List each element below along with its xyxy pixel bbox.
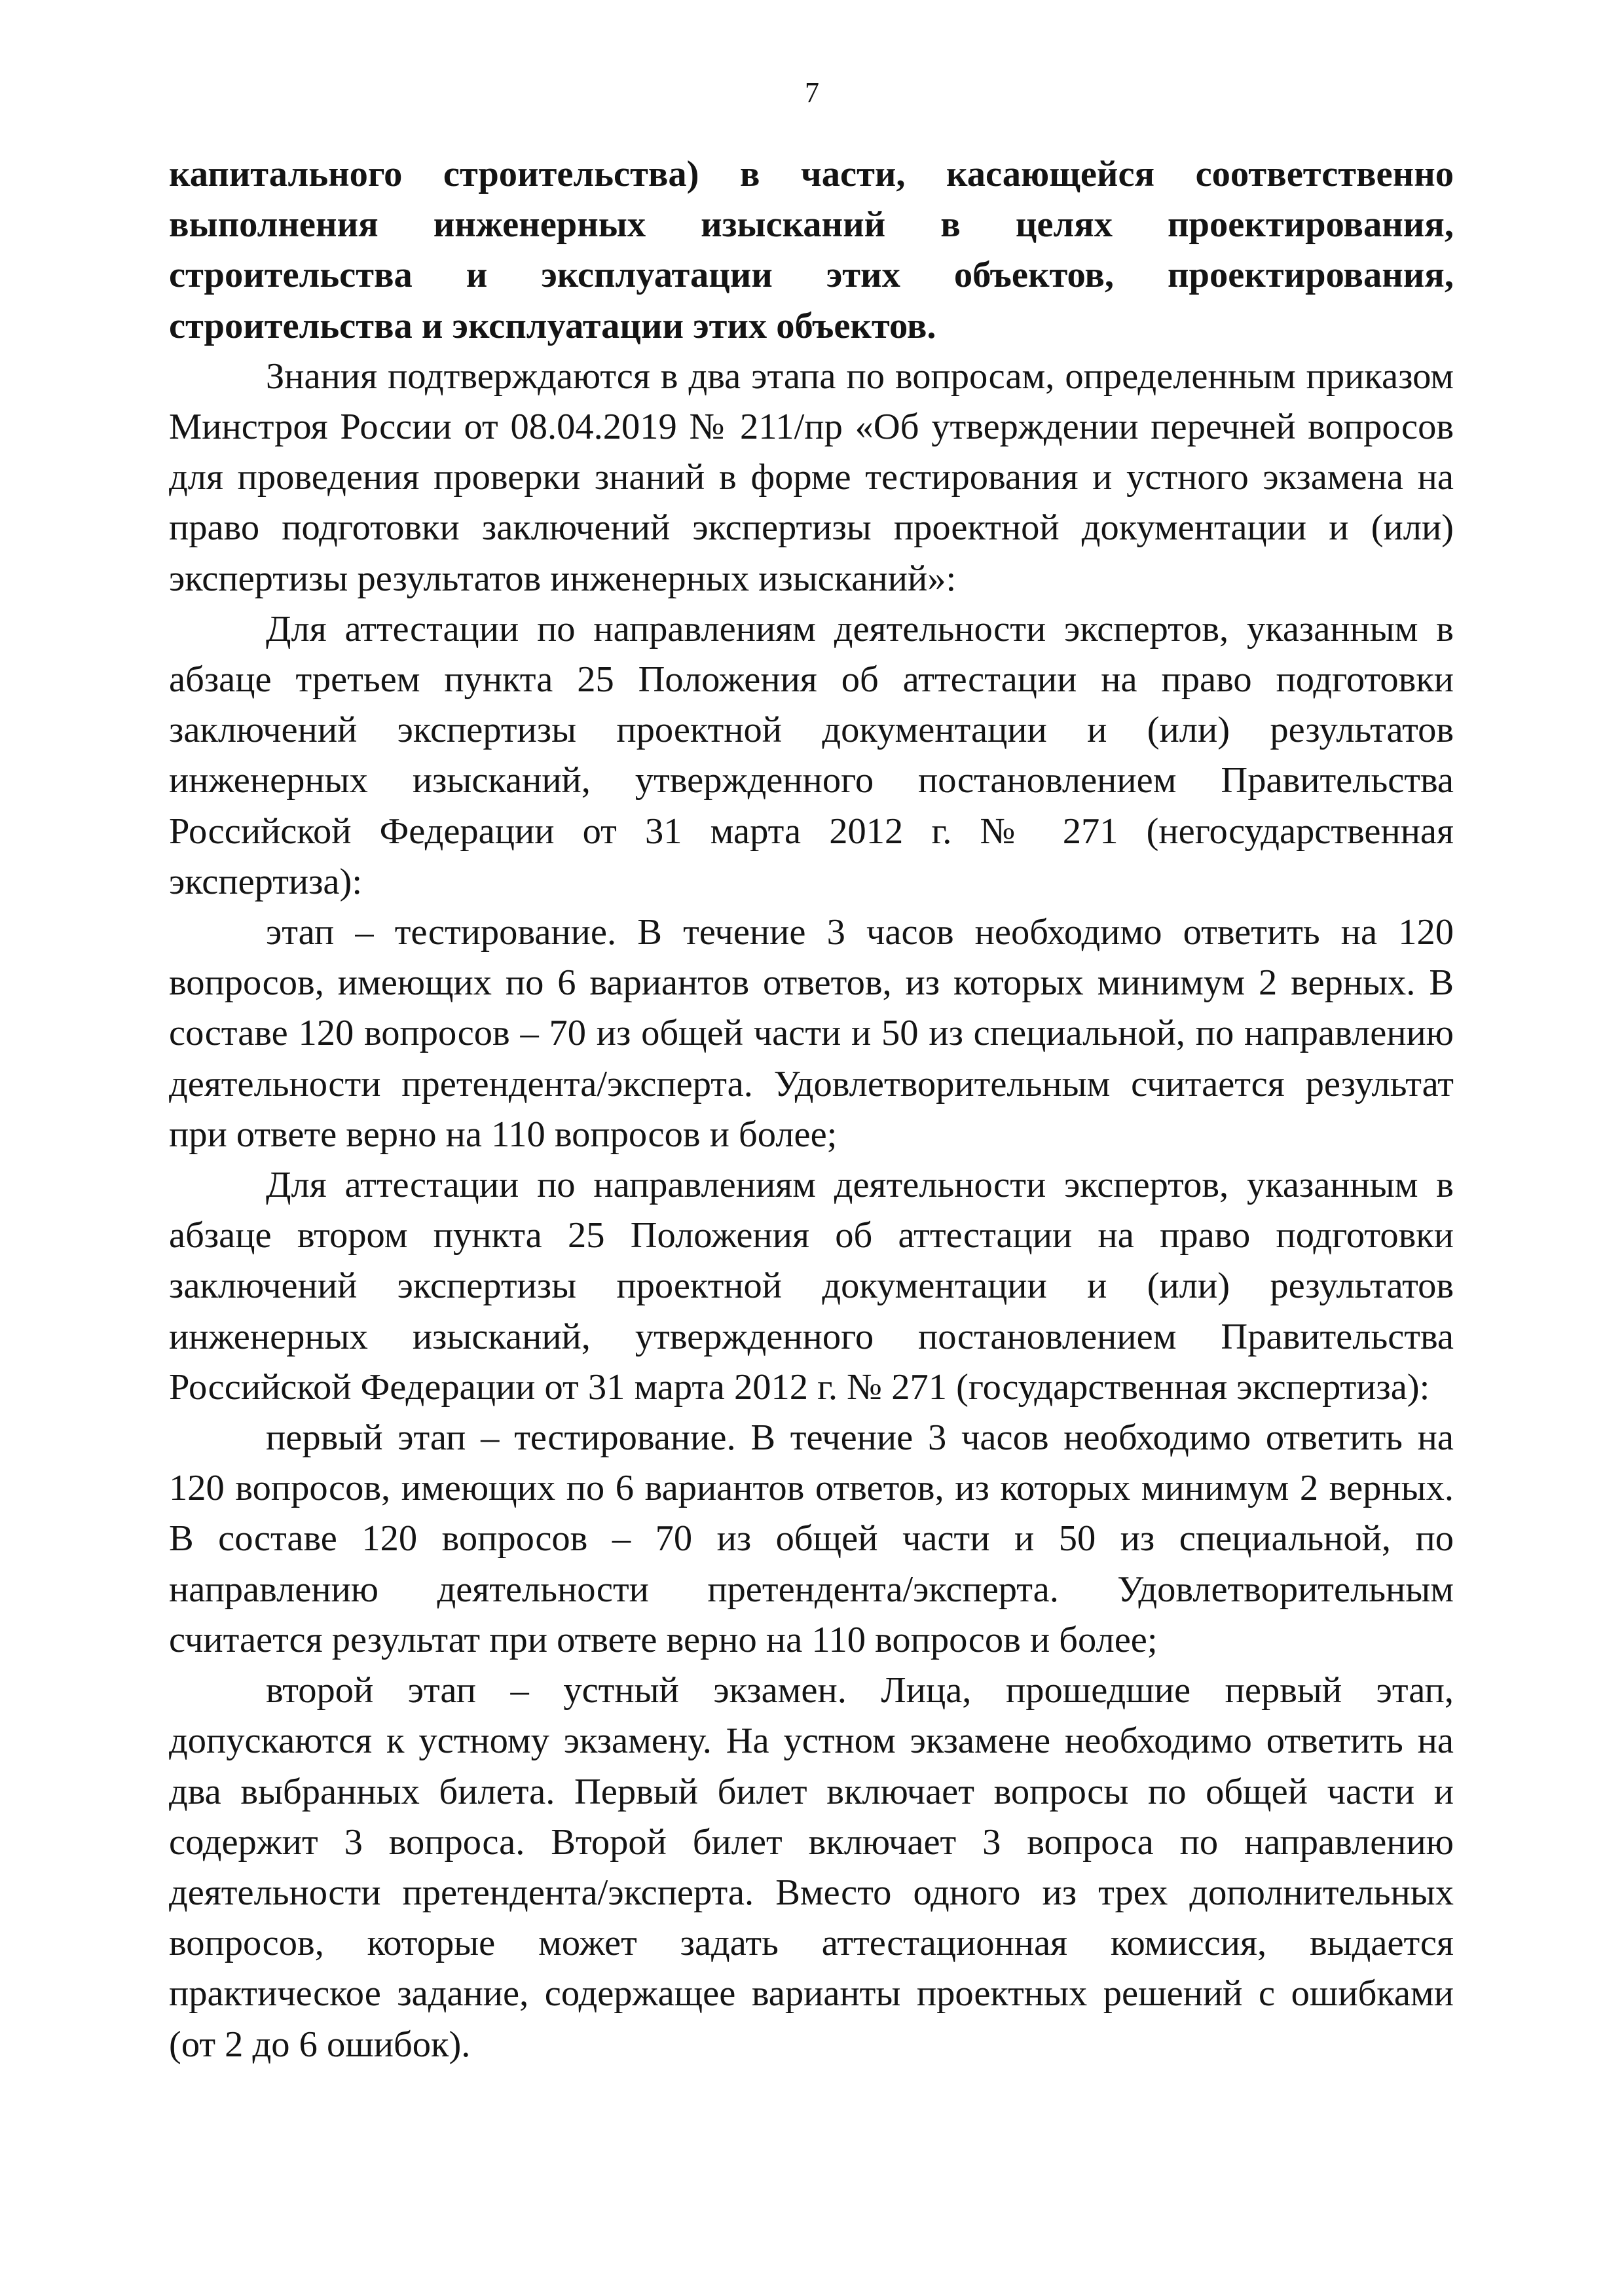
paragraph-non-state-expertise: Для аттестации по направлениям деятельности экспертов, указанным в абзаце третьем пункта 25 Положения об аттестации на право подготовки заключений экспертизы проектной документации и (или) результатов инженерных изысканий, утвержденного постановлением Правительства Российской Федерации от 31 марта 2012 г. № 271 (негосударственная экспертиза):: [169, 608, 1454, 902]
paragraph-continuation-bold: капитального строительства) в части, касающейся соответственно выполнения инженерных изысканий в целях проектирования, строительства и эксплуатации этих объектов, проектирования, строительства и эксплуатации этих объектов.: [169, 154, 1454, 346]
paragraph-knowledge-stages: Знания подтверждаются в два этапа по вопросам, определенным приказом Минстроя России от 08.04.2019 № 211/пр «Об утверждении перечней вопросов для проведения проверки знаний в форме тестирования и устного экзамена на право подготовки заключений экспертизы проектной документации и (или) экспертизы результатов инженерных изысканий»:: [169, 355, 1454, 599]
paragraph-testing-stage: этап – тестирование. В течение 3 часов необходимо ответить на 120 вопросов, имеющих по 6 вариантов ответов, из которых минимум 2 верных. В составе 120 вопросов – 70 из общей части и 50 из специальной, по направлению деятельности претендента/эксперта. Удовлетворительным считается результат при ответе верно на 110 вопросов и более;: [169, 912, 1454, 1155]
paragraph-first-stage-testing: первый этап – тестирование. В течение 3 часов необходимо ответить на 120 вопросов, имеющих по 6 вариантов ответов, из которых минимум 2 верных. В составе 120 вопросов – 70 из общей части и 50 из специальной, по направлению деятельности претендента/эксперта. Удовлетворительным считается результат при ответе верно на 110 вопросов и более;: [169, 1417, 1454, 1660]
paragraph-state-expertise: Для аттестации по направлениям деятельности экспертов, указанным в абзаце втором пункта 25 Положения об аттестации на право подготовки заключений экспертизы проектной документации и (или) результатов инженерных изысканий, утвержденного постановлением Правительства Российской Федерации от 31 марта 2012 г. № 271 (государственная экспертиза):: [169, 1165, 1454, 1408]
document-body: [169, 149, 1454, 2070]
page-number: 7: [805, 77, 819, 109]
paragraph-second-stage-oral-exam: второй этап – устный экзамен. Лица, прошедшие первый этап, допускаются к устному экзамену. На устном экзамене необходимо ответить на два выбранных билета. Первый билет включает вопросы по общей части и содержит 3 вопроса. Второй билет включает 3 вопроса по направлению деятельности претендента/эксперта. Вместо одного из трех дополнительных вопросов, которые может задать аттестационная комиссия, выдается практическое задание, содержащее варианты проектных решений с ошибками (от 2 до 6 ошибок).: [169, 1670, 1454, 2065]
